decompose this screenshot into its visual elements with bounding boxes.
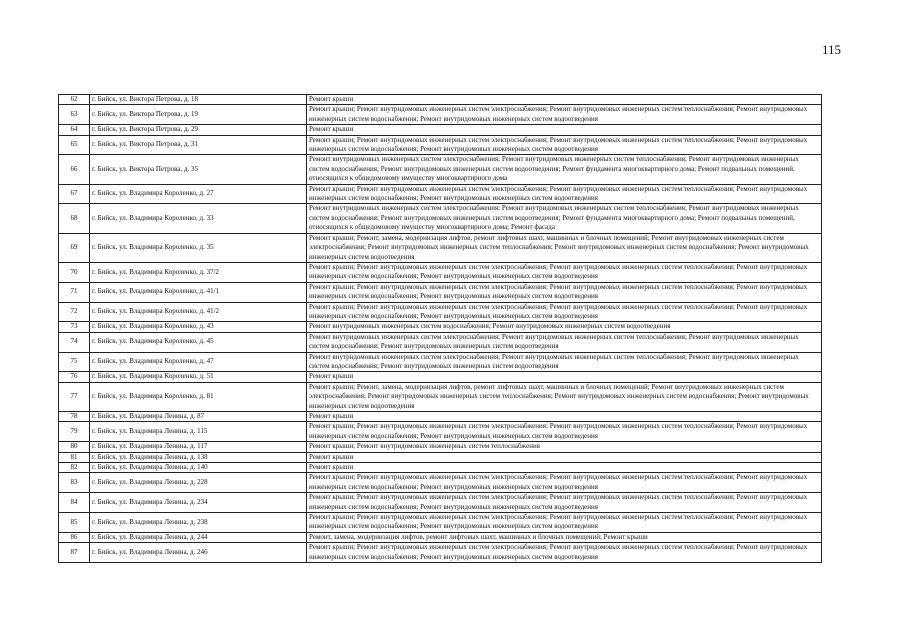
- table-row: [59, 452, 822, 462]
- works-cell: Ремонт крыши; Ремонт внутридомовых инженерных систем электроснабжения; Ремонт внутридомовых инженерных систем теплоснабжения; Ремонт внутридомовых инженерных систем водоснабжения; Ремонт внутридомовых инженерных систем водоотведения: [307, 184, 822, 204]
- table-row: [59, 382, 822, 411]
- table-row: [59, 412, 822, 422]
- table-row: [59, 473, 822, 493]
- address-cell: г. Бийск, ул. Владимира Короленко, д. 35: [90, 233, 307, 262]
- address-cell: г. Бийск, ул. Виктора Петрова, д. 29: [90, 125, 307, 135]
- table-row: [59, 282, 822, 302]
- row-number-cell: 70: [59, 262, 90, 282]
- works-cell: Ремонт крыши; Ремонт внутридомовых инженерных систем электроснабжения; Ремонт внутридомовых инженерных систем теплоснабжения; Ремонт внутридомовых инженерных систем водоснабжения; Ремонт внутридомовых инженерных систем водоотведения: [307, 135, 822, 155]
- row-number-cell: 72: [59, 302, 90, 322]
- works-cell: Ремонт внутридомовых инженерных систем водоснабжения; Ремонт внутридомовых инженерных систем водоотведения: [307, 322, 822, 332]
- table-row: [59, 95, 822, 105]
- page-number: 115: [822, 42, 842, 57]
- works-cell: Ремонт внутридомовых инженерных систем электроснабжения; Ремонт внутридомовых инженерных систем теплоснабжения; Ремонт внутридомовых инженерных систем водоснабжения; Ремонт внутридомовых инженерных систем водоотведения: [307, 332, 822, 352]
- table-row: [59, 493, 822, 513]
- address-cell: г. Бийск, ул. Виктора Петрова, д. 18: [90, 95, 307, 105]
- address-cell: г. Бийск, ул. Владимира Короленко, д. 41/2: [90, 302, 307, 322]
- works-cell: Ремонт крыши; Ремонт, замена, модернизация лифтов, ремонт лифтовых шахт, машинных и блочных помещений; Ремонт внутридомовых инженерных систем электроснабжения; Ремонт внутридомовых инженерных систем теплоснабжения; Ремонт внутридомовых инженерных систем водоснабжения; Ремонт внутридомовых инженерных систем водоотведения: [307, 382, 822, 411]
- row-number-cell: 75: [59, 352, 90, 372]
- table-row: [59, 322, 822, 332]
- works-cell: Ремонт внутридомовых инженерных систем электроснабжения; Ремонт внутридомовых инженерных систем теплоснабжения; Ремонт внутридомовых инженерных систем водоснабжения; Ремонт внутридомовых инженерных систем водоотведения; Ремонт фундамента многоквартирного дома; Ремонт подвальных помещений, относящихся к общедомовому имуществу многоквартирного дома: [307, 155, 822, 184]
- row-number-cell: 62: [59, 95, 90, 105]
- works-cell: Ремонт крыши; Ремонт внутридомовых инженерных систем электроснабжения; Ремонт внутридомовых инженерных систем теплоснабжения; Ремонт внутридомовых инженерных систем водоснабжения; Ремонт внутридомовых инженерных систем водоотведения: [307, 302, 822, 322]
- address-cell: г. Бийск, ул. Владимира Ленина, д. 234: [90, 493, 307, 513]
- works-cell: Ремонт крыши; Ремонт внутридомовых инженерных систем электроснабжения; Ремонт внутридомовых инженерных систем теплоснабжения; Ремонт внутридомовых инженерных систем водоснабжения; Ремонт внутридомовых инженерных систем водоотведения: [307, 422, 822, 442]
- address-cell: г. Бийск, ул. Владимира Ленина, д. 87: [90, 412, 307, 422]
- address-cell: г. Бийск, ул. Владимира Короленко, д. 43: [90, 322, 307, 332]
- row-number-cell: 74: [59, 332, 90, 352]
- table-row: [59, 513, 822, 533]
- row-number-cell: 63: [59, 105, 90, 125]
- works-cell: Ремонт крыши: [307, 412, 822, 422]
- address-cell: г. Бийск, ул. Виктора Петрова, д. 35: [90, 155, 307, 184]
- table-row: [59, 262, 822, 282]
- works-cell: Ремонт крыши: [307, 452, 822, 462]
- row-number-cell: 73: [59, 322, 90, 332]
- works-cell: Ремонт крыши; Ремонт внутридомовых инженерных систем электроснабжения; Ремонт внутридомовых инженерных систем теплоснабжения; Ремонт внутридомовых инженерных систем водоснабжения; Ремонт внутридомовых инженерных систем водоотведения: [307, 473, 822, 493]
- address-cell: г. Бийск, ул. Владимира Короленко, д. 41/1: [90, 282, 307, 302]
- address-cell: г. Бийск, ул. Владимира Короленко, д. 27: [90, 184, 307, 204]
- row-number-cell: 84: [59, 493, 90, 513]
- table-body: [59, 95, 822, 563]
- row-number-cell: 65: [59, 135, 90, 155]
- address-cell: г. Бийск, ул. Владимира Короленко, д. 81: [90, 382, 307, 411]
- table-row: [59, 155, 822, 184]
- address-cell: г. Бийск, ул. Виктора Петрова, д. 31: [90, 135, 307, 155]
- works-cell: Ремонт крыши; Ремонт внутридомовых инженерных систем электроснабжения; Ремонт внутридомовых инженерных систем теплоснабжения; Ремонт внутридомовых инженерных систем водоснабжения; Ремонт внутридомовых инженерных систем водоотведения: [307, 262, 822, 282]
- repair-schedule-table: [58, 94, 822, 563]
- address-cell: г. Бийск, ул. Владимира Короленко, д. 37/2: [90, 262, 307, 282]
- works-cell: Ремонт крыши: [307, 125, 822, 135]
- address-cell: г. Бийск, ул. Владимира Короленко, д. 45: [90, 332, 307, 352]
- works-cell: Ремонт крыши; Ремонт внутридомовых инженерных систем электроснабжения; Ремонт внутридомовых инженерных систем теплоснабжения; Ремонт внутридомовых инженерных систем водоснабжения; Ремонт внутридомовых инженерных систем водоотведения: [307, 543, 822, 563]
- works-cell: Ремонт внутридомовых инженерных систем электроснабжения; Ремонт внутридомовых инженерных систем теплоснабжения; Ремонт внутридомовых инженерных систем водоснабжения; Ремонт внутридомовых инженерных систем водоотведения; Ремонт фундамента многоквартирного дома; Ремонт подвальных помещений, относящихся к общедомовому имуществу многоквартирного дома; Ремонт фасада: [307, 204, 822, 233]
- works-cell: Ремонт крыши; Ремонт внутридомовых инженерных систем электроснабжения; Ремонт внутридомовых инженерных систем теплоснабжения; Ремонт внутридомовых инженерных систем водоснабжения; Ремонт внутридомовых инженерных систем водоотведения: [307, 493, 822, 513]
- row-number-cell: 68: [59, 204, 90, 233]
- address-cell: г. Бийск, ул. Владимира Ленина, д. 228: [90, 473, 307, 493]
- table-row: [59, 302, 822, 322]
- row-number-cell: 85: [59, 513, 90, 533]
- row-number-cell: 82: [59, 463, 90, 473]
- works-cell: Ремонт крыши: [307, 372, 822, 382]
- table-row: [59, 204, 822, 233]
- address-cell: г. Бийск, ул. Владимира Короленко, д. 47: [90, 352, 307, 372]
- works-cell: Ремонт крыши; Ремонт внутридомовых инженерных систем теплоснабжения: [307, 442, 822, 452]
- row-number-cell: 86: [59, 532, 90, 542]
- row-number-cell: 64: [59, 125, 90, 135]
- address-cell: г. Бийск, ул. Владимира Ленина, д. 244: [90, 532, 307, 542]
- address-cell: г. Бийск, ул. Владимира Ленина, д. 246: [90, 543, 307, 563]
- row-number-cell: 69: [59, 233, 90, 262]
- table-row: [59, 372, 822, 382]
- works-cell: Ремонт крыши: [307, 95, 822, 105]
- table-row: [59, 543, 822, 563]
- address-cell: г. Бийск, ул. Владимира Короленко, д. 33: [90, 204, 307, 233]
- table-row: [59, 352, 822, 372]
- works-cell: Ремонт, замена, модернизация лифтов, ремонт лифтовых шахт, машинных и блочных помещений; Ремонт крыши: [307, 532, 822, 542]
- row-number-cell: 71: [59, 282, 90, 302]
- works-cell: Ремонт крыши: [307, 463, 822, 473]
- row-number-cell: 81: [59, 452, 90, 462]
- address-cell: г. Бийск, ул. Владимира Короленко, д. 51: [90, 372, 307, 382]
- row-number-cell: 67: [59, 184, 90, 204]
- table-row: [59, 463, 822, 473]
- works-cell: Ремонт крыши; Ремонт внутридомовых инженерных систем электроснабжения; Ремонт внутридомовых инженерных систем теплоснабжения; Ремонт внутридомовых инженерных систем водоснабжения; Ремонт внутридомовых инженерных систем водоотведения: [307, 282, 822, 302]
- table-row: [59, 532, 822, 542]
- row-number-cell: 80: [59, 442, 90, 452]
- table-row: [59, 233, 822, 262]
- row-number-cell: 66: [59, 155, 90, 184]
- table-row: [59, 125, 822, 135]
- address-cell: г. Бийск, ул. Владимира Ленина, д. 140: [90, 463, 307, 473]
- row-number-cell: 78: [59, 412, 90, 422]
- row-number-cell: 77: [59, 382, 90, 411]
- row-number-cell: 76: [59, 372, 90, 382]
- works-cell: Ремонт крыши; Ремонт внутридомовых инженерных систем электроснабжения; Ремонт внутридомовых инженерных систем теплоснабжения; Ремонт внутридомовых инженерных систем водоснабжения; Ремонт внутридомовых инженерных систем водоотведения: [307, 513, 822, 533]
- row-number-cell: 83: [59, 473, 90, 493]
- works-cell: Ремонт крыши; Ремонт, замена, модернизация лифтов, ремонт лифтовых шахт, машинных и блочных помещений; Ремонт внутридомовых инженерных систем электроснабжения; Ремонт внутридомовых инженерных систем теплоснабжения; Ремонт внутридомовых инженерных систем водоснабжения; Ремонт внутридомовых инженерных систем водоотведения: [307, 233, 822, 262]
- table-row: [59, 135, 822, 155]
- address-cell: г. Бийск, ул. Владимира Ленина, д. 117: [90, 442, 307, 452]
- address-cell: г. Бийск, ул. Владимира Ленина, д. 138: [90, 452, 307, 462]
- works-cell: Ремонт крыши; Ремонт внутридомовых инженерных систем электроснабжения; Ремонт внутридомовых инженерных систем теплоснабжения; Ремонт внутридомовых инженерных систем водоснабжения; Ремонт внутридомовых инженерных систем водоотведения: [307, 105, 822, 125]
- table-row: [59, 442, 822, 452]
- table-row: [59, 422, 822, 442]
- table-row: [59, 105, 822, 125]
- table-row: [59, 184, 822, 204]
- address-cell: г. Бийск, ул. Владимира Ленина, д. 115: [90, 422, 307, 442]
- address-cell: г. Бийск, ул. Виктора Петрова, д. 19: [90, 105, 307, 125]
- works-cell: Ремонт внутридомовых инженерных систем электроснабжения; Ремонт внутридомовых инженерных систем теплоснабжения; Ремонт внутридомовых инженерных систем водоснабжения; Ремонт внутридомовых инженерных систем водоотведения: [307, 352, 822, 372]
- row-number-cell: 87: [59, 543, 90, 563]
- table-row: [59, 332, 822, 352]
- address-cell: г. Бийск, ул. Владимира Ленина, д. 238: [90, 513, 307, 533]
- row-number-cell: 79: [59, 422, 90, 442]
